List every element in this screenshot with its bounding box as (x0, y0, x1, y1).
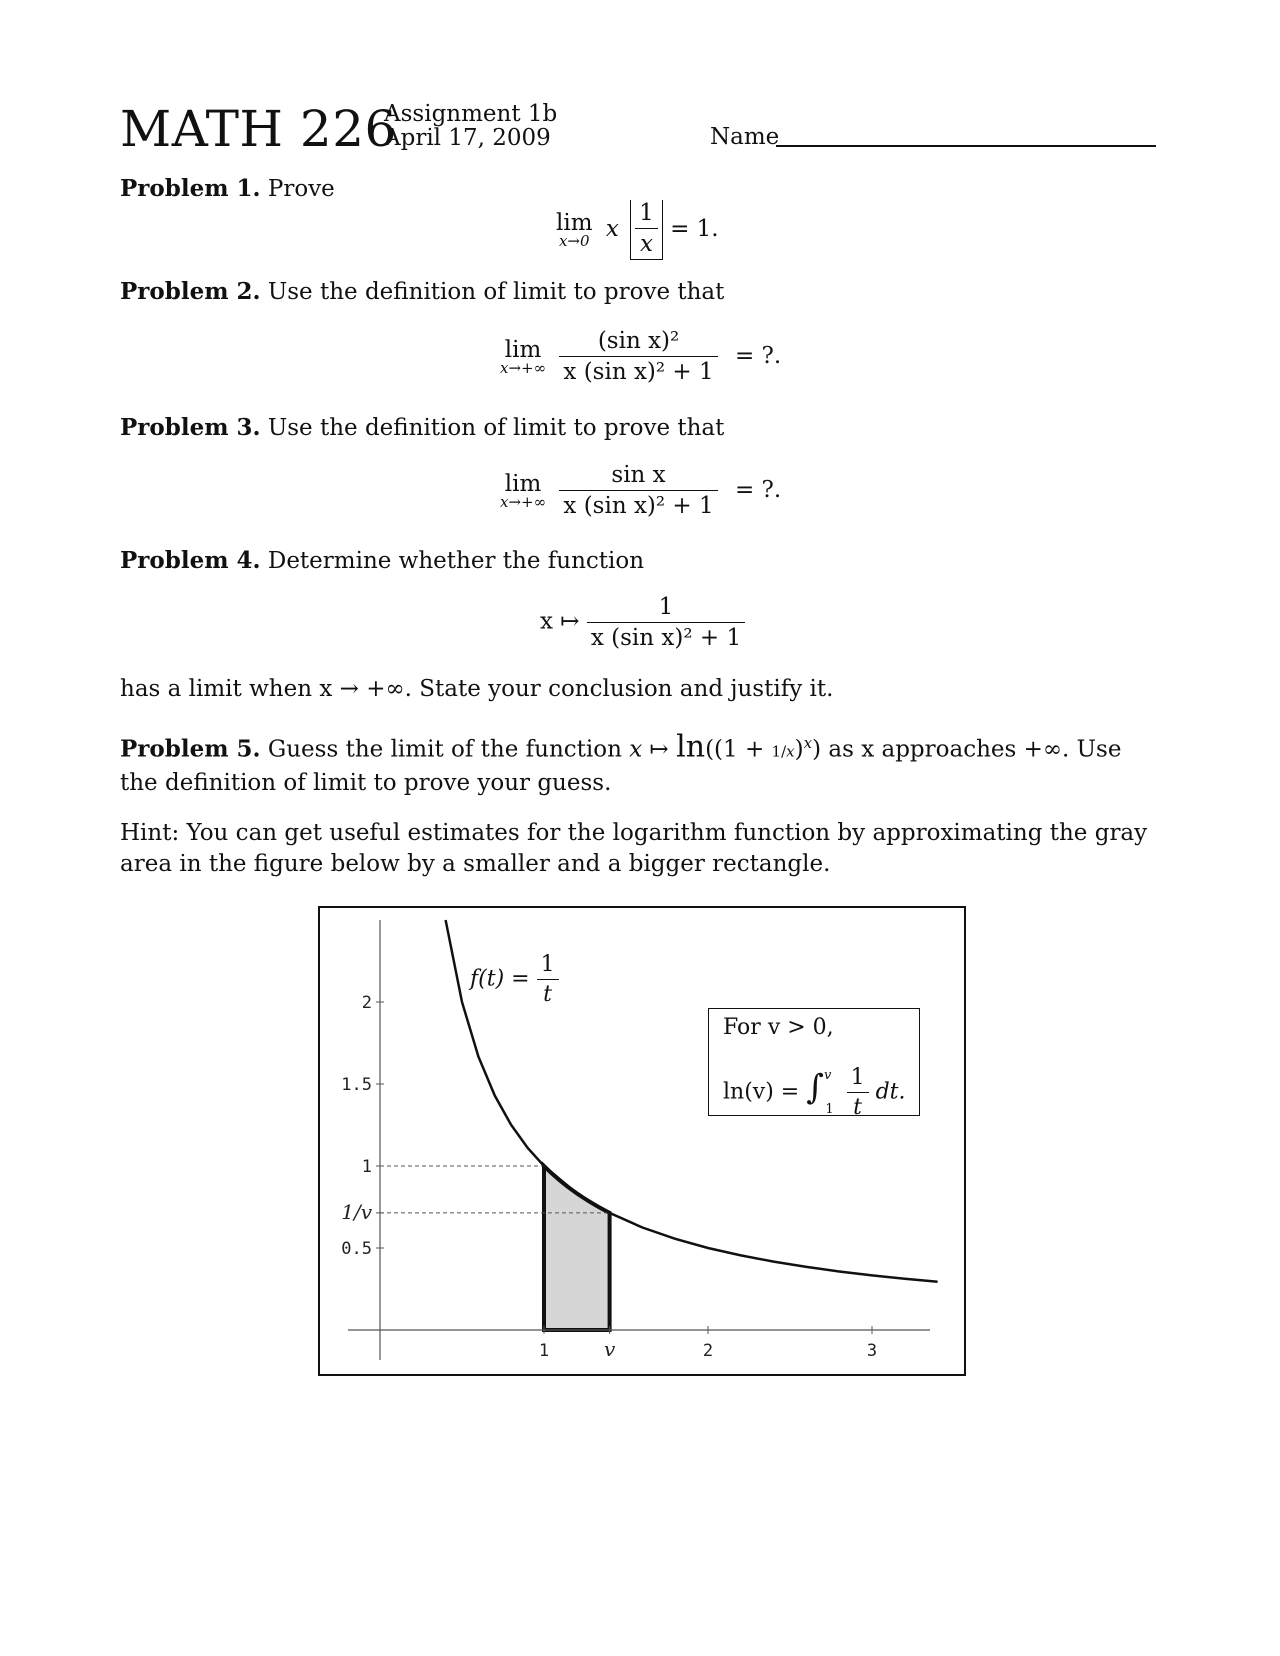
figure-frame (318, 906, 966, 1376)
problem-3 (120, 412, 1160, 444)
eq3-lim-sub: x→+∞ (500, 492, 547, 511)
y-tick-label: 2 (361, 993, 372, 1013)
box-lhs: ln(v) = (723, 1079, 800, 1105)
equation-1: lim x→0 x $\frac{1}{x}$ = 1. (556, 200, 719, 260)
x-tick-label: 2 (702, 1341, 714, 1361)
problem-2 (120, 276, 1160, 308)
equation-4 (540, 594, 745, 651)
eq2-den: x (sin x)² + 1 (559, 356, 717, 385)
course-title: MATH 226 (120, 100, 397, 158)
eq1-rhs: = 1. (670, 216, 719, 242)
problem-5-mid: as x approaches +∞. Use the definition of limit to prove your guess. (120, 736, 1122, 796)
problem-1-label: Problem 1. (120, 175, 261, 202)
hint-text: Hint: You can get useful estimates for the logarithm function by approximating the gray area in the figure below by a smaller and a bigger rectangle. (120, 820, 1148, 877)
problem-5-label: Problem 5. (120, 735, 261, 763)
problem-1-text: Prove (267, 176, 335, 202)
problem-4-tail: has a limit when x → +∞. State your conclusion and justify it. (120, 676, 834, 702)
problem-3-text: Use the definition of limit to prove that (267, 415, 725, 441)
equation-2: lim x→+∞ $\frac{\text{(sin x)²}}{\text{x (sin x)² + 1}}$ = ?. (500, 328, 782, 385)
assignment-info (384, 102, 557, 150)
shaded-area (544, 1166, 610, 1330)
box-tail: dt. (875, 1079, 906, 1105)
box-line-1: For v > 0, (723, 1015, 834, 1040)
problem-4-label: Problem 4. (120, 547, 261, 574)
function-label (470, 952, 559, 1007)
eq2-lim-sub: x→+∞ (500, 358, 547, 377)
problem-4-text: Determine whether the function (267, 548, 645, 574)
assignment-label: Assignment 1b (384, 101, 558, 127)
eq1-lim-sub: x→0 (558, 232, 590, 250)
y-tick-label: 1.5 (341, 1075, 372, 1095)
eq3-den: x (sin x)² + 1 (559, 490, 717, 519)
eq2-num: (sin x)² (597, 328, 680, 354)
x-tick-label: v (603, 1337, 616, 1361)
y-tick-label: 1 (361, 1157, 372, 1177)
eq2-rhs: = ?. (734, 342, 782, 369)
plot-svg (320, 908, 964, 1374)
eq4-den: x (sin x)² + 1 (587, 622, 745, 651)
problem-5: Problem 5. Guess the limit of the function x ↦ $\ln((1 + 1/x)^x)$ as x approaches +∞. Use the definition of limit to prove your guess. (120, 729, 1122, 796)
eq4-num: 1 (658, 594, 674, 620)
function-label-lhs: f(t) = (470, 966, 530, 992)
problem-2-label: Problem 2. (120, 278, 261, 305)
x-tick-label: 1 (538, 1341, 550, 1361)
function-label-num: 1 (540, 952, 555, 977)
problem-5-text: Guess the limit of the function (267, 736, 622, 763)
assignment-date: April 17, 2009 (384, 125, 551, 151)
problem-2-text: Use the definition of limit to prove that (267, 279, 725, 305)
problem-4 (120, 545, 1160, 577)
function-label-den: t (537, 979, 559, 1007)
equation-3: lim x→+∞ $\frac{\text{sin x}}{\text{x (sin x)² + 1}}$ = ?. (500, 462, 782, 519)
y-tick-label: 1/v (341, 1199, 372, 1224)
eq3-num: sin x (611, 462, 666, 488)
integral-definition-box (708, 1008, 920, 1120)
y-tick-label: 0.5 (341, 1239, 372, 1259)
eq3-rhs: = ?. (734, 476, 782, 503)
box-line-2: ln(v) = ∫$^v_1$ $\frac{1}{t}$ dt. (723, 1065, 906, 1120)
name-label: Name (710, 124, 780, 150)
eq4-map: x ↦ (540, 608, 580, 635)
problem-3-label: Problem 3. (120, 414, 261, 441)
x-tick-label: 3 (866, 1341, 878, 1361)
name-line (776, 145, 1156, 147)
